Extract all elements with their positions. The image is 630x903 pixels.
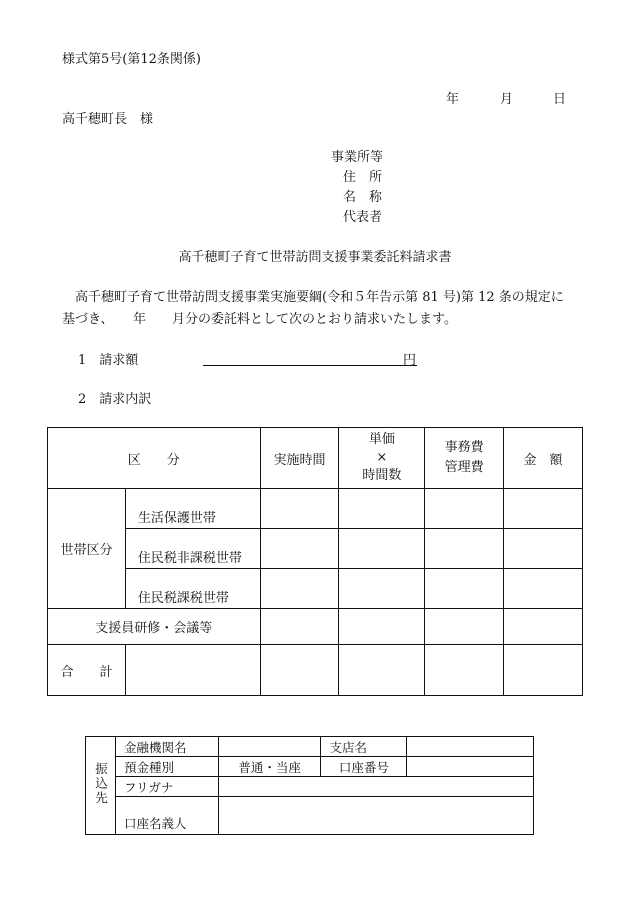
cell-unit-price[interactable] [339,645,425,696]
deposit-type-label: 預金種別 [115,757,218,777]
cell-admin-fee[interactable] [425,645,504,696]
table-row [48,489,583,529]
household-group-label: 世帯区分 [48,489,126,609]
header-admin-fee [425,428,504,489]
cell-unit-price[interactable] [339,529,425,569]
header-unit-price-top: 単価 [368,432,395,447]
date-day-label: 日 [553,92,567,107]
breakdown-table [47,427,583,696]
request-statement-line-2: 基づき、 年 月分の委託料として次のとおり請求いたします。 [62,312,457,327]
applicant-address-label: 住 所 [343,170,383,185]
table-row [48,609,583,645]
cell-total-blank[interactable] [125,645,260,696]
header-unit-price-bottom: 時間数 [362,468,402,483]
applicant-representative-label: 代表者 [343,210,383,225]
cell-amount[interactable] [504,609,583,645]
request-statement [62,287,582,331]
household-label: 生活保護世帯 [125,489,260,529]
cell-amount[interactable] [504,569,583,609]
table-row [86,737,534,757]
header-admin-bottom: 管理費 [444,460,484,475]
cell-unit-price[interactable] [339,609,425,645]
document-title: 高千穂町子育て世帯訪問支援事業委託料請求書 [178,250,452,265]
amount-input-line[interactable] [203,349,417,366]
account-holder-label: 口座名義人 [115,797,218,835]
table-header-row [48,428,583,489]
account-number-label: 口座番号 [321,757,407,777]
table-row [48,645,583,696]
table-row [48,569,583,609]
section-1-label: 1 請求額 [78,353,139,368]
bank-branch-label: 支店名 [321,737,407,757]
date-month-label: 月 [500,92,514,107]
furigana-label: フリガナ [115,777,218,797]
request-statement-line-1: 高千穂町子育て世帯訪問支援事業実施要綱(令和５年告示第 81 号)第 12 条の規定に [75,290,564,305]
form-number: 様式第5号(第12条関係) [62,52,201,67]
section-2-label: 2 請求内訳 [78,392,152,407]
furigana-field[interactable] [218,777,533,797]
cell-hours[interactable] [260,645,339,696]
cell-unit-price[interactable] [339,489,425,529]
cell-hours[interactable] [260,569,339,609]
table-row [86,797,534,835]
table-row [48,529,583,569]
table-row [86,777,534,797]
household-label: 住民税非課税世帯 [125,529,260,569]
training-row-label: 支援員研修・会議等 [48,609,261,645]
cell-admin-fee[interactable] [425,569,504,609]
header-unit-price-mid: × [376,450,388,465]
header-admin-top: 事務費 [444,440,484,455]
bank-branch-field[interactable] [407,737,534,757]
cell-amount[interactable] [504,489,583,529]
date-year-label: 年 [446,92,460,107]
cell-amount[interactable] [504,645,583,696]
table-row [86,757,534,777]
applicant-name-label: 名 称 [343,190,383,205]
header-unit-price [339,428,425,489]
amount-unit: 円 [403,353,417,368]
cell-hours[interactable] [260,529,339,569]
addressee: 高千穂町長 様 [62,112,154,127]
account-number-field[interactable] [407,757,534,777]
header-category: 区 分 [48,428,261,489]
bank-institution-field[interactable] [218,737,321,757]
cell-unit-price[interactable] [339,569,425,609]
cell-admin-fee[interactable] [425,529,504,569]
total-row-label: 合 計 [48,645,126,696]
cell-hours[interactable] [260,609,339,645]
account-holder-field[interactable] [218,797,533,835]
deposit-type-options[interactable]: 普通・当座 [218,757,321,777]
header-amount: 金 額 [504,428,583,489]
bank-transfer-table [85,736,534,835]
household-label: 住民税課税世帯 [125,569,260,609]
header-hours: 実施時間 [260,428,339,489]
cell-admin-fee[interactable] [425,609,504,645]
bank-side-label [86,737,116,835]
cell-hours[interactable] [260,489,339,529]
bank-institution-label: 金融機関名 [115,737,218,757]
bank-side-label-text: 振込先 [93,762,109,806]
cell-admin-fee[interactable] [425,489,504,529]
applicant-office-label: 事業所等 [331,150,384,165]
cell-amount[interactable] [504,529,583,569]
